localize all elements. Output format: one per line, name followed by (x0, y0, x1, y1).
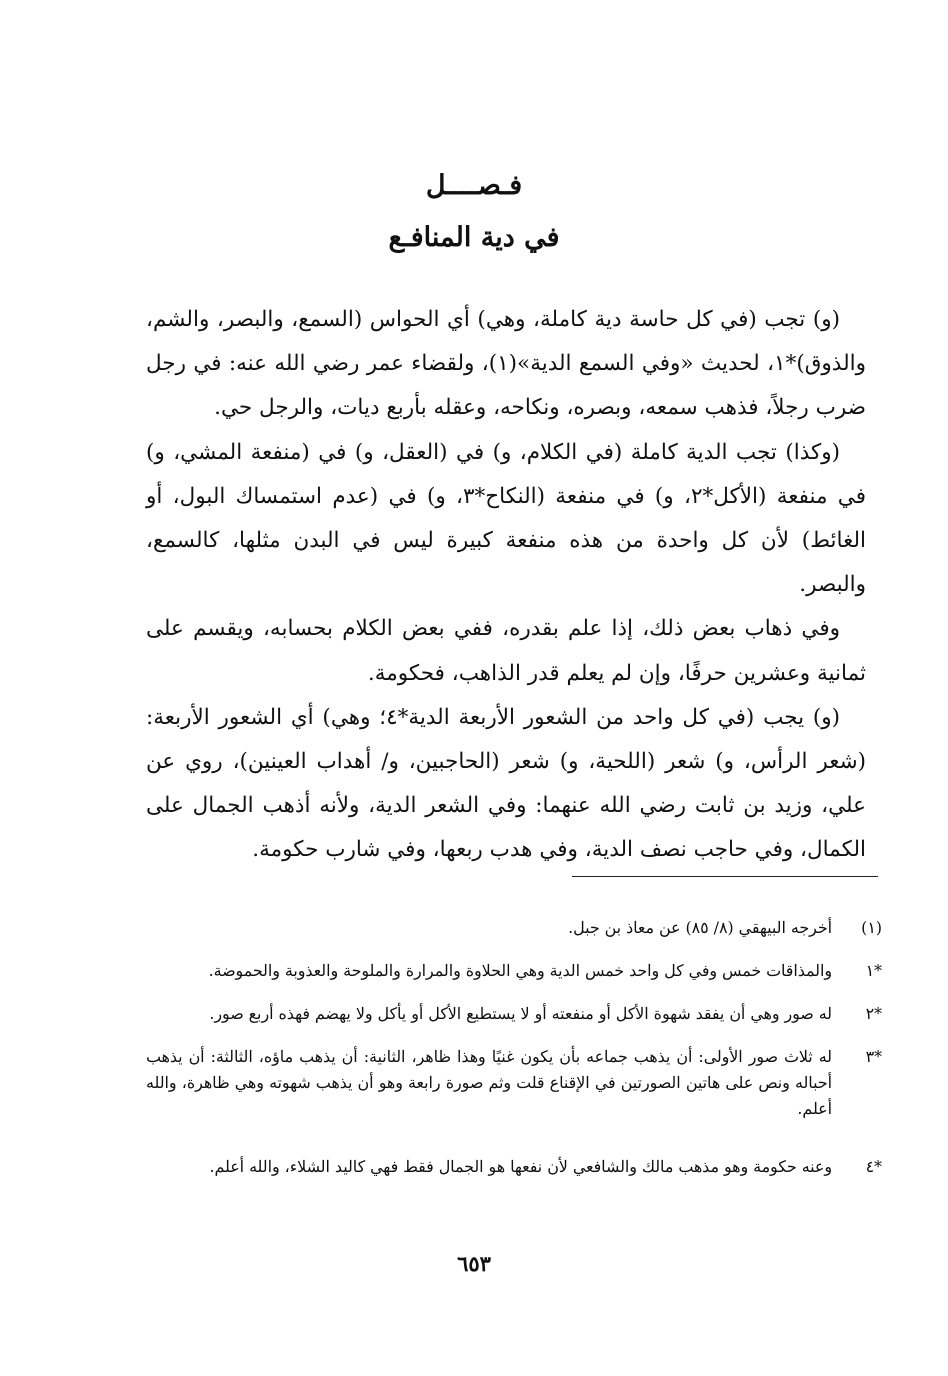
paragraph: (و) تجب (في كل حاسة دية كاملة، وهي) أي الحواس (السمع، والبصر، والشم، والذوق)*١، لحديث «وفي السمع الدية»(١)، ولقضاء عمر رضي الله عنه: في رجل ضرب رجلاً، فذهب سمعه، وبصره، ونكاحه، وعقله بأربع ديات، والرجل حي. (146, 307, 867, 421)
paragraph: وفي ذهاب بعض ذلك، إذا علم بقدره، ففي بعض الكلام بحسابه، ويقسم على ثمانية وعشرين حرفًا، وإن لم يعلم قدر الذاهب، فحكومة. (146, 616, 866, 686)
footnote (146, 958, 882, 984)
footnote-text: له ثلاث صور الأولى: أن يذهب جماعه بأن يكون غنيًا وهذا ظاهر، الثانية: أن يذهب ماؤه، الثالثة: أن يذهب أحباله ونص على هاتين الصورتين في الإقناع قلت وثم صورة رابعة وهو أن يذهب شهوته وهي ظاهرة، والله أعلم. (146, 1047, 832, 1118)
footnote-marker: *٣ (865, 1047, 882, 1066)
footnote-marker: *٢ (865, 1004, 882, 1023)
page-number: ٦٥٣ (457, 1251, 491, 1276)
footnote-text: أخرجه البيهقي (٨/ ٨٥) عن معاذ بن جبل. (568, 918, 832, 937)
footnote-text: وعنه حكومة وهو مذهب مالك والشافعي لأن نفعها هو الجمال فقط فهي كاليد الشلاء، والله أعلم. (209, 1157, 832, 1176)
paragraph: (و) يجب (في كل واحد من الشعور الأربعة الدية*٤؛ وهي) أي الشعور الأربعة: (شعر الرأس، و) شعر (اللحية، و) شعر (الحاجبين، و/ أهداب العينين)، روي عن علي، وزيد بن ثابت رضي الله عنهما: وفي الشعر الدية، ولأنه أذهب الجمال على الكمال، وفي حاجب نصف الدية، وفي هدب ربعها، وفي شارب حكومة. (146, 704, 866, 863)
footnote (146, 1001, 882, 1027)
footnote-divider (572, 876, 878, 877)
footnote-text: والمذاقات خمس وفي كل واحد خمس الدية وهي الحلاوة والمرارة والملوحة والعذوبة والحموضة. (208, 961, 832, 980)
footnote (146, 1154, 882, 1180)
footnote (146, 915, 882, 941)
main-text (146, 298, 866, 873)
chapter-heading: فـصــــل (425, 170, 523, 201)
footnote-text: له صور وهي أن يفقد شهوة الأكل أو منفعته أو لا يستطيع الأكل أو يأكل ولا يهضم فهذه أربع صور. (209, 1004, 832, 1023)
footnote-marker: *٤ (865, 1157, 882, 1176)
footnote-marker: *١ (865, 961, 882, 980)
section-subtitle: في دية المنافـع (388, 222, 560, 253)
paragraph: (وكذا) تجب الدية كاملة (في الكلام، و) في (العقل، و) في (منفعة المشي، و) في منفعة (الأكل*٢، و) في منفعة (النكاح*٣، و) في (عدم استمساك البول، أو الغائط) لأن كل واحدة من هذه منفعة كبيرة ليس في البدن مثلها، كالسمع، والبصر. (146, 439, 866, 598)
footnote-marker: (١) (861, 918, 882, 937)
footnote (146, 1044, 882, 1122)
